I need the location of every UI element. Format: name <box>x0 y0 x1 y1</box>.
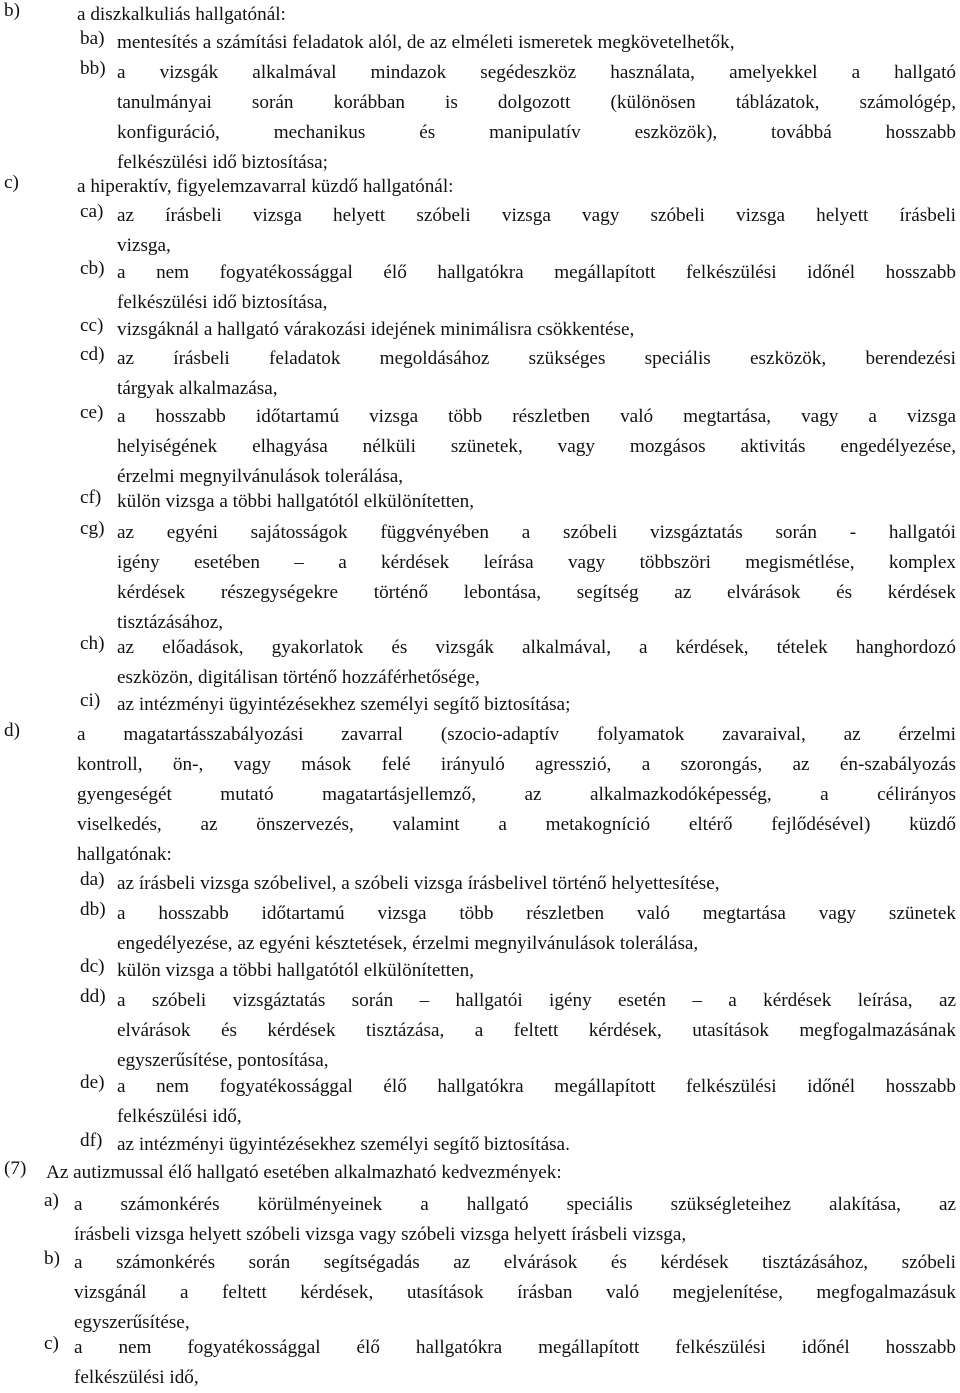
text-line: vizsgáknál a hallgató várakozási idejének minimálisra csökkentése, <box>117 319 635 340</box>
item-label: ca) <box>80 201 104 222</box>
text-line: a diszkalkuliás hallgatónál: <box>77 4 286 25</box>
text-line: az előadások, gyakorlatok és vizsgák alkalmával, a kérdések, tételek hanghordozó <box>117 637 956 658</box>
item-label: db) <box>80 899 106 920</box>
text-line: eszközön, digitálisan történő hozzáférhetősége, <box>117 667 480 689</box>
list-item-de <box>80 1072 956 1132</box>
list-item-b <box>4 0 956 30</box>
item-text <box>117 1130 956 1160</box>
item-label: cc) <box>80 315 104 336</box>
item-text <box>117 487 956 517</box>
list-item-ci <box>80 690 956 720</box>
item-text <box>117 344 956 404</box>
text-line: felkészülési idő, <box>74 1367 199 1389</box>
item-text <box>46 1158 956 1188</box>
text-line: viselkedés, az önszervezés, valamint a metakogníció eltérő fejlődésével) küzdő <box>77 814 956 836</box>
text-line: kontroll, ön-, vagy mások felé irányuló agresszió, a szorongás, az én-szabályozás <box>77 754 956 776</box>
text-line: az egyéni sajátosságok függvényében a szóbeli vizsgáztatás során - hallgatói <box>117 522 956 543</box>
item-label: c) <box>44 1333 59 1354</box>
text-line: felkészülési idő, <box>117 1106 242 1128</box>
item-text <box>117 258 956 318</box>
item-text <box>117 690 956 720</box>
list-item-cd <box>80 344 956 404</box>
item-label: cb) <box>80 258 105 279</box>
text-line: az intézményi ügyintézésekhez személyi segítő biztosítása. <box>117 1134 570 1155</box>
text-line: az írásbeli vizsga szóbelivel, a szóbeli vizsga írásbelivel történő helyettesítése, <box>117 873 720 894</box>
text-line: tanulmányai során korábban is dolgozott (különösen táblázatok, számológép, <box>117 92 956 114</box>
item-label: b) <box>44 1248 60 1269</box>
text-line: a magatartásszabályozási zavarral (szocio-adaptív folyamatok zavaraival, az érzelmi <box>77 724 956 745</box>
item-text <box>117 1072 956 1132</box>
list-item-dd <box>80 986 956 1076</box>
text-line: egyszerűsítése, <box>74 1312 190 1334</box>
list-item-c <box>4 172 956 202</box>
item-text <box>117 986 956 1076</box>
item-label: cd) <box>80 344 105 365</box>
text-line: gyengeségét mutató magatartásjellemző, az alkalmazkodóképesség, a célirányos <box>77 784 956 806</box>
list-item-bb <box>80 58 956 178</box>
list-item-7b <box>44 1248 956 1338</box>
item-text <box>117 58 956 178</box>
text-line: tárgyak alkalmazása, <box>117 378 278 400</box>
list-item-ce <box>80 402 956 492</box>
text-line: igény esetében – a kérdések leírása vagy többszöri megismétlése, komplex <box>117 552 956 574</box>
text-line: a vizsgák alkalmával mindazok segédeszköz használata, amelyekkel a hallgató <box>117 62 956 83</box>
item-text <box>77 720 956 870</box>
text-line: helyiségének elhagyása nélküli szünetek, vagy mozgásos aktivitás engedélyezése, <box>117 436 956 458</box>
item-text <box>117 633 956 693</box>
list-item-cb <box>80 258 956 318</box>
item-text <box>74 1190 956 1250</box>
list-item-ba <box>80 28 956 58</box>
item-label: a) <box>44 1190 59 1211</box>
section-number: (7) <box>4 1158 27 1179</box>
item-text <box>117 28 956 58</box>
item-label: dc) <box>80 956 105 977</box>
text-line: a hosszabb időtartamú vizsga több részletben való megtartása vagy szünetek <box>117 903 956 924</box>
list-item-df <box>80 1130 956 1160</box>
list-item-d <box>4 720 956 870</box>
list-item-cg <box>80 518 956 638</box>
text-line: a szóbeli vizsgáztatás során – hallgatói igény esetén – a kérdések leírása, az <box>117 990 956 1011</box>
item-label: dd) <box>80 986 106 1007</box>
list-item-ch <box>80 633 956 693</box>
text-line: konfiguráció, mechanikus és manipulatív eszközök), továbbá hosszabb <box>117 122 956 144</box>
item-text <box>77 172 956 202</box>
item-label: cf) <box>80 487 102 508</box>
item-text <box>117 518 956 638</box>
item-text <box>117 315 956 345</box>
item-text <box>117 899 956 959</box>
text-line: vizsgánál a feltett kérdések, utasítások írásban való megjelenítése, megfogalmazásuk <box>74 1282 956 1304</box>
text-line: a hosszabb időtartamú vizsga több részletben való megtartása, vagy a vizsga <box>117 406 956 427</box>
text-line: az írásbeli feladatok megoldásához szükséges speciális eszközök, berendezési <box>117 348 956 369</box>
list-item-da <box>80 869 956 899</box>
text-line: vizsga, <box>117 235 171 257</box>
text-line: külön vizsga a többi hallgatótól elkülönítetten, <box>117 960 475 981</box>
item-label: da) <box>80 869 105 890</box>
list-item-7c <box>44 1333 956 1393</box>
list-item-dc <box>80 956 956 986</box>
text-line: a hiperaktív, figyelemzavarral küzdő hallgatónál: <box>77 176 454 197</box>
list-item-db <box>80 899 956 959</box>
text-line: az intézményi ügyintézésekhez személyi segítő biztosítása; <box>117 694 571 715</box>
item-label: ba) <box>80 28 105 49</box>
item-label: df) <box>80 1130 103 1151</box>
text-line: írásbeli vizsga helyett szóbeli vizsga vagy szóbeli vizsga helyett írásbeli vizsga, <box>74 1224 687 1246</box>
section-7-heading <box>4 1158 956 1188</box>
item-label: c) <box>4 172 19 193</box>
text-line: mentesítés a számítási feladatok alól, de az elméleti ismeretek megkövetelhetők, <box>117 32 735 53</box>
item-label: b) <box>4 0 20 21</box>
text-line: a nem fogyatékossággal élő hallgatókra megállapított felkészülési időnél hosszabb <box>117 1076 956 1097</box>
item-text <box>117 201 956 261</box>
text-line: kérdések részegységekre történő lebontása, segítség az elvárások és kérdések <box>117 582 956 604</box>
list-item-7a <box>44 1190 956 1250</box>
text-line: a nem fogyatékossággal élő hallgatókra megállapított felkészülési időnél hosszabb <box>117 262 956 283</box>
item-label: cg) <box>80 518 105 539</box>
text-line: az írásbeli vizsga helyett szóbeli vizsga vagy szóbeli vizsga helyett írásbeli <box>117 205 956 226</box>
item-label: de) <box>80 1072 105 1093</box>
item-label: ce) <box>80 402 104 423</box>
text-line: külön vizsga a többi hallgatótól elkülönítetten, <box>117 491 475 512</box>
list-item-cc <box>80 315 956 345</box>
item-text <box>117 956 956 986</box>
text-line: tisztázásához, <box>117 612 224 634</box>
text-line: érzelmi megnyilvánulások tolerálása, <box>117 466 404 488</box>
item-text <box>117 402 956 492</box>
text-line: elvárások és kérdések tisztázása, a feltett kérdések, utasítások megfogalmazásának <box>117 1020 956 1042</box>
item-label: d) <box>4 720 20 741</box>
text-line: hallgatónak: <box>77 844 172 866</box>
text-line: a nem fogyatékossággal élő hallgatókra megállapított felkészülési időnél hosszabb <box>74 1337 956 1358</box>
text-line: a számonkérés során segítségadás az elvárások és kérdések tisztázásához, szóbeli <box>74 1252 956 1273</box>
item-text <box>74 1248 956 1338</box>
text-line: felkészülési idő biztosítása; <box>117 152 329 174</box>
item-label: bb) <box>80 58 106 79</box>
item-text <box>74 1333 956 1393</box>
item-text <box>77 0 956 30</box>
list-item-ca <box>80 201 956 261</box>
text-line: engedélyezése, az egyéni késztetések, érzelmi megnyilvánulások tolerálása, <box>117 933 699 955</box>
item-label: ch) <box>80 633 105 654</box>
text-line: felkészülési idő biztosítása, <box>117 292 328 314</box>
list-item-cf <box>80 487 956 517</box>
item-text <box>117 869 956 899</box>
text-line: a számonkérés körülményeinek a hallgató speciális szükségleteihez alakítása, az <box>74 1194 956 1215</box>
text-line: egyszerűsítése, pontosítása, <box>117 1050 329 1072</box>
item-label: ci) <box>80 690 101 711</box>
text-line: Az autizmussal élő hallgató esetében alkalmazható kedvezmények: <box>46 1162 562 1183</box>
